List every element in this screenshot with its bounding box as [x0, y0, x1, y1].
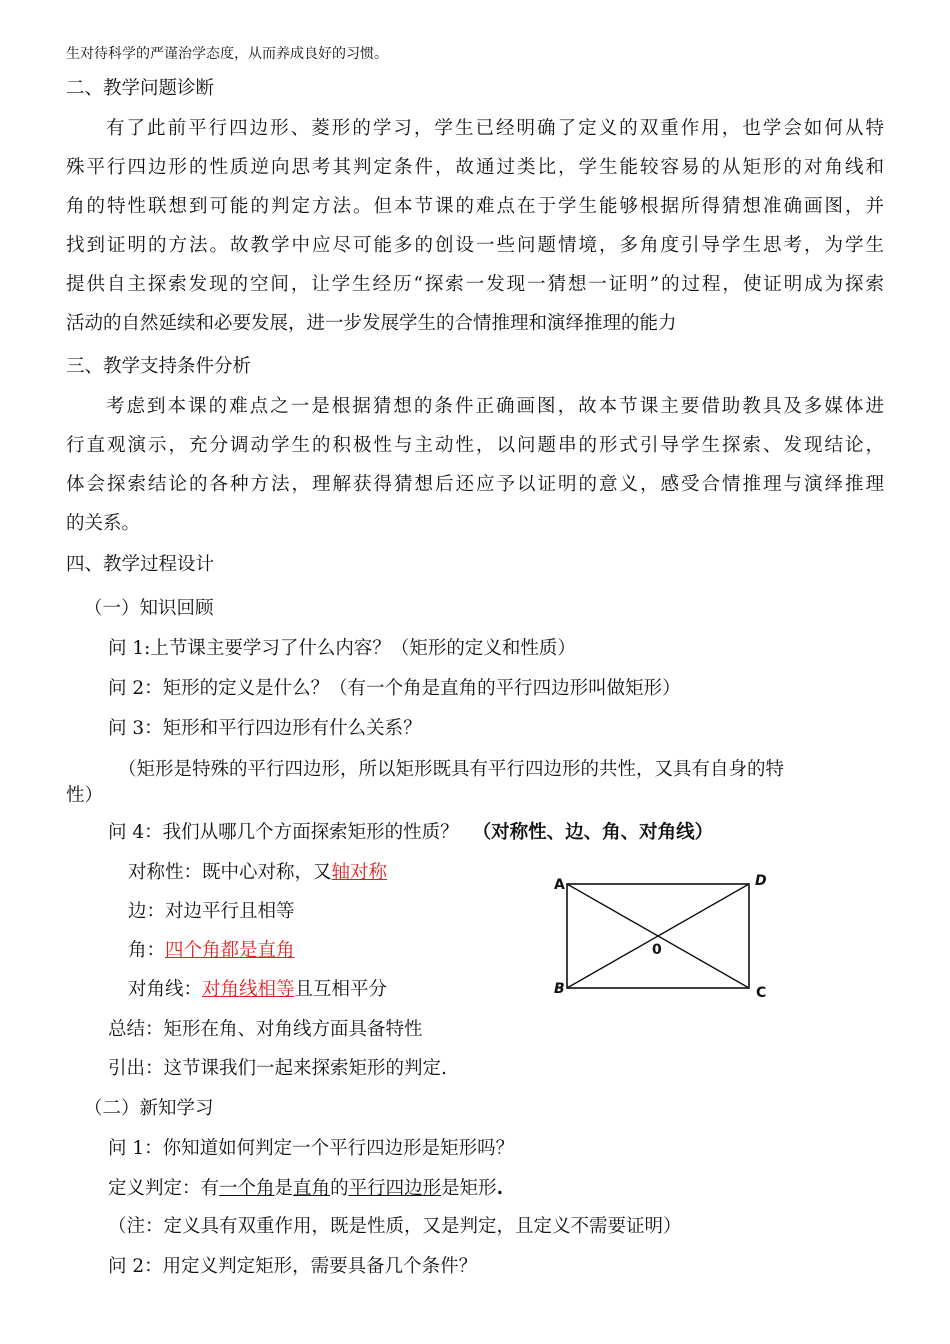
property-diagonal — [128, 977, 387, 1003]
def-connector-1: 是 — [274, 1178, 294, 1199]
def-conclusion: 是矩形 — [441, 1178, 497, 1199]
definition-criterion — [108, 1176, 503, 1202]
def-period: . — [496, 1178, 504, 1199]
review-q2: 问 2：矩形的定义是什么？（有一个角是直角的平行四边形叫做矩形） — [108, 678, 681, 699]
section2-heading: 二、教学问题诊断 — [66, 78, 215, 99]
vertex-label-b: B — [554, 981, 565, 997]
vertex-label-c: C — [756, 985, 767, 1001]
diagonal-label: 对角线： — [128, 979, 203, 1000]
property-symmetry — [128, 860, 387, 886]
vertex-label-d: D — [755, 873, 767, 889]
angle-highlight: 四个角都是直角 — [165, 940, 295, 961]
def-term-right-angle: 直角 — [293, 1178, 331, 1199]
q4-answer: （对称性、边、角、对角线） — [472, 822, 714, 843]
q4-question: 问 4：我们从哪几个方面探索矩形的性质？ — [108, 822, 459, 843]
new-q2: 问 2：用定义判定矩形，需要具备几个条件？ — [108, 1256, 478, 1277]
angle-label: 角： — [128, 940, 166, 961]
review-q1: 问 1:上节课主要学习了什么内容？（矩形的定义和性质） — [108, 638, 576, 659]
top-note: 生对待科学的严谨治学态度，从而养成良好的习惯。 — [66, 46, 388, 62]
def-label: 定义判定：有 — [108, 1178, 220, 1199]
review-summary: 总结：矩形在角、对角线方面具备特性 — [108, 1019, 423, 1040]
subsection-new-knowledge: （二）新知学习 — [84, 1098, 214, 1119]
review-lead: 引出：这节课我们一起来探索矩形的判定. — [108, 1058, 447, 1079]
property-side: 边：对边平行且相等 — [128, 901, 295, 922]
def-term-one-angle: 一个角 — [219, 1178, 275, 1199]
new-q1: 问 1：你知道如何判定一个平行四边形是矩形吗？ — [108, 1138, 515, 1159]
review-q3: 问 3：矩形和平行四边形有什么关系？ — [108, 718, 422, 739]
section4-heading: 四、教学过程设计 — [66, 554, 215, 575]
property-angle — [128, 938, 295, 964]
diagonal-highlight: 对角线相等 — [202, 979, 295, 1000]
section3-heading: 三、教学支持条件分析 — [66, 356, 252, 377]
diagonal-suffix: 且互相平分 — [294, 979, 388, 1000]
review-q4 — [108, 820, 713, 846]
def-connector-2: 的 — [330, 1178, 349, 1199]
symmetry-label: 对称性：既中心对称，又 — [128, 862, 332, 883]
definition-note: （注：定义具有双重作用，既是性质，又是判定，且定义不需要证明） — [108, 1216, 682, 1237]
symmetry-highlight: 轴对称 — [331, 862, 388, 883]
vertex-label-a: A — [554, 877, 565, 893]
def-term-parallelogram: 平行四边形 — [348, 1178, 442, 1199]
center-label-o: 0 — [652, 942, 662, 958]
rectangle-diagram — [548, 868, 778, 1003]
subsection-review: （一）知识回顾 — [84, 598, 214, 619]
